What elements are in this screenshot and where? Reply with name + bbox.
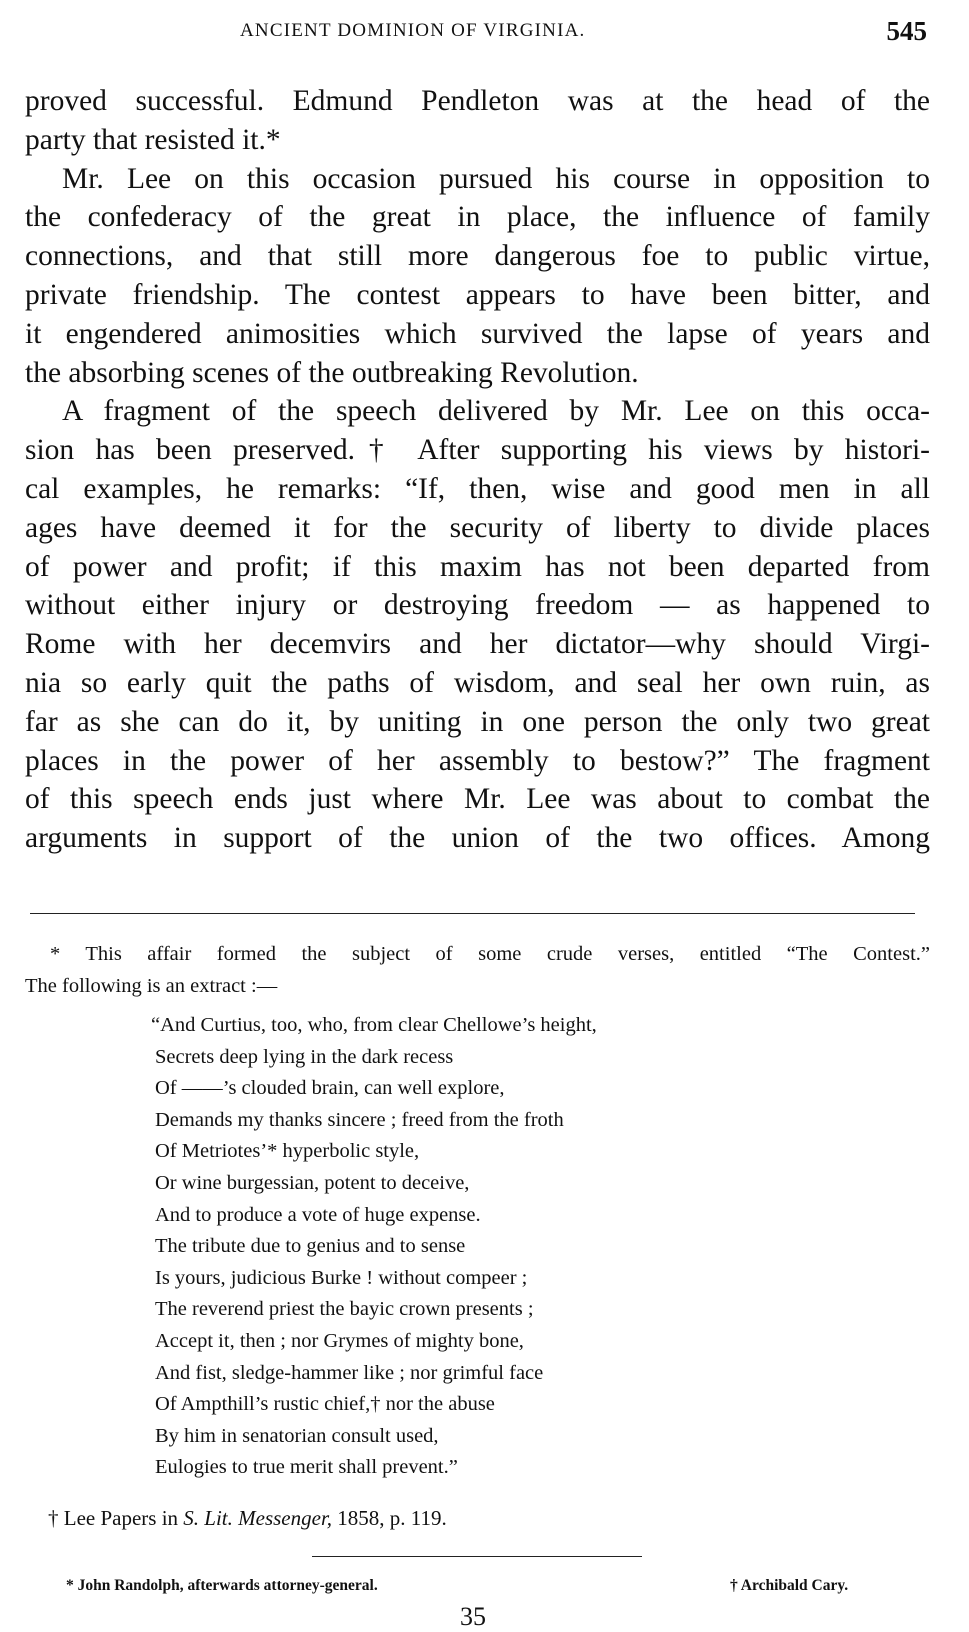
- signature-mark: 35: [460, 1602, 486, 1631]
- poem-line: Of Ampthill’s rustic chief,† nor the abuse: [155, 1393, 495, 1416]
- footnote-star: [25, 938, 930, 1002]
- running-head: [0, 14, 969, 48]
- poem-line: Demands my thanks sincere ; freed from the froth: [155, 1108, 564, 1131]
- footnote-dagger-journal: S. Lit. Messenger,: [183, 1506, 333, 1530]
- body-line: arguments in support of the union of the two offices. Among: [25, 822, 930, 855]
- poem-line: Of Metriotes’* hyperbolic style,: [155, 1140, 420, 1163]
- poem-line: Is yours, judicious Burke ! without compeer ;: [155, 1266, 528, 1289]
- poem-line: The reverend priest the bayic crown presents ;: [155, 1298, 534, 1321]
- body-line: private friendship. The contest appears to have been bitter, and: [25, 278, 930, 311]
- footnote-star-line-1: * This affair formed the subject of some crude verses, entitled “The Contest.”: [50, 943, 930, 965]
- poem-line: “And Curtius, too, who, from clear Chellowe’s height,: [151, 1014, 597, 1036]
- poem-extract: [151, 1010, 597, 1484]
- body-line: Rome with her decemvirs and her dictator—why should Virgi-: [25, 628, 930, 661]
- body-line: cal examples, he remarks: “If, then, wise and good men in all: [25, 472, 930, 505]
- poem-line: Or wine burgessian, potent to deceive,: [155, 1171, 470, 1194]
- body-line: the confederacy of the great in place, the influence of family: [25, 201, 930, 234]
- body-line: the absorbing scenes of the outbreaking Revolution.: [25, 356, 639, 389]
- body-line: Mr. Lee on this occasion pursued his course in opposition to: [62, 162, 930, 195]
- footnote-dagger-suffix: 1858, p. 119.: [332, 1506, 447, 1530]
- body-line: sion has been preserved.† After supporting his views by histori-: [25, 434, 930, 467]
- body-line: without either injury or destroying freedom — as happened to: [25, 589, 930, 622]
- body-line: ages have deemed it for the security of liberty to divide places: [25, 511, 930, 544]
- body-line: places in the power of her assembly to bestow?” The fragment: [25, 744, 930, 777]
- body-line: far as she can do it, by uniting in one person the only two great: [25, 705, 930, 738]
- poem-note-dagger: † Archibald Cary.: [730, 1577, 849, 1594]
- poem-note-star: * John Randolph, afterwards attorney-general.: [66, 1577, 378, 1594]
- poem-line: Accept it, then ; nor Grymes of mighty bone,: [155, 1329, 524, 1352]
- footnote-separator-rule: [30, 913, 915, 914]
- footnote-dagger: [48, 1506, 447, 1531]
- body-line: of power and profit; if this maxim has not been departed from: [25, 550, 930, 583]
- poem-line: Secrets deep lying in the dark recess: [155, 1045, 454, 1068]
- running-title: ANCIENT DOMINION OF VIRGINIA.: [240, 20, 586, 41]
- poem-line: Eulogies to true merit shall prevent.”: [155, 1456, 458, 1479]
- poem-line: And to produce a vote of huge expense.: [155, 1203, 481, 1226]
- footnote-dagger-prefix: † Lee Papers in: [48, 1506, 184, 1530]
- poem-notes-rule: [312, 1556, 642, 1557]
- footnote-star-line-2: The following is an extract :—: [25, 975, 278, 997]
- body-line: of this speech ends just where Mr. Lee was about to combat the: [25, 783, 930, 816]
- poem-line: The tribute due to genius and to sense: [155, 1235, 466, 1258]
- page-number: 545: [886, 16, 927, 46]
- body-line: proved successful. Edmund Pendleton was at the head of the: [25, 85, 930, 117]
- body-line: it engendered animosities which survived the lapse of years and: [25, 317, 930, 350]
- poem-line: By him in senatorian consult used,: [155, 1424, 439, 1447]
- poem-line: And fist, sledge-hammer like ; nor grimful face: [155, 1361, 544, 1384]
- body-line: A fragment of the speech delivered by Mr. Lee on this occa-: [62, 395, 930, 428]
- body-text: [25, 82, 930, 858]
- body-line: party that resisted it.*: [25, 123, 281, 156]
- body-line: connections, and that still more dangerous foe to public virtue,: [25, 240, 930, 273]
- body-line: nia so early quit the paths of wisdom, and seal her own ruin, as: [25, 666, 930, 699]
- poem-line: Of ——’s clouded brain, can well explore,: [155, 1077, 505, 1100]
